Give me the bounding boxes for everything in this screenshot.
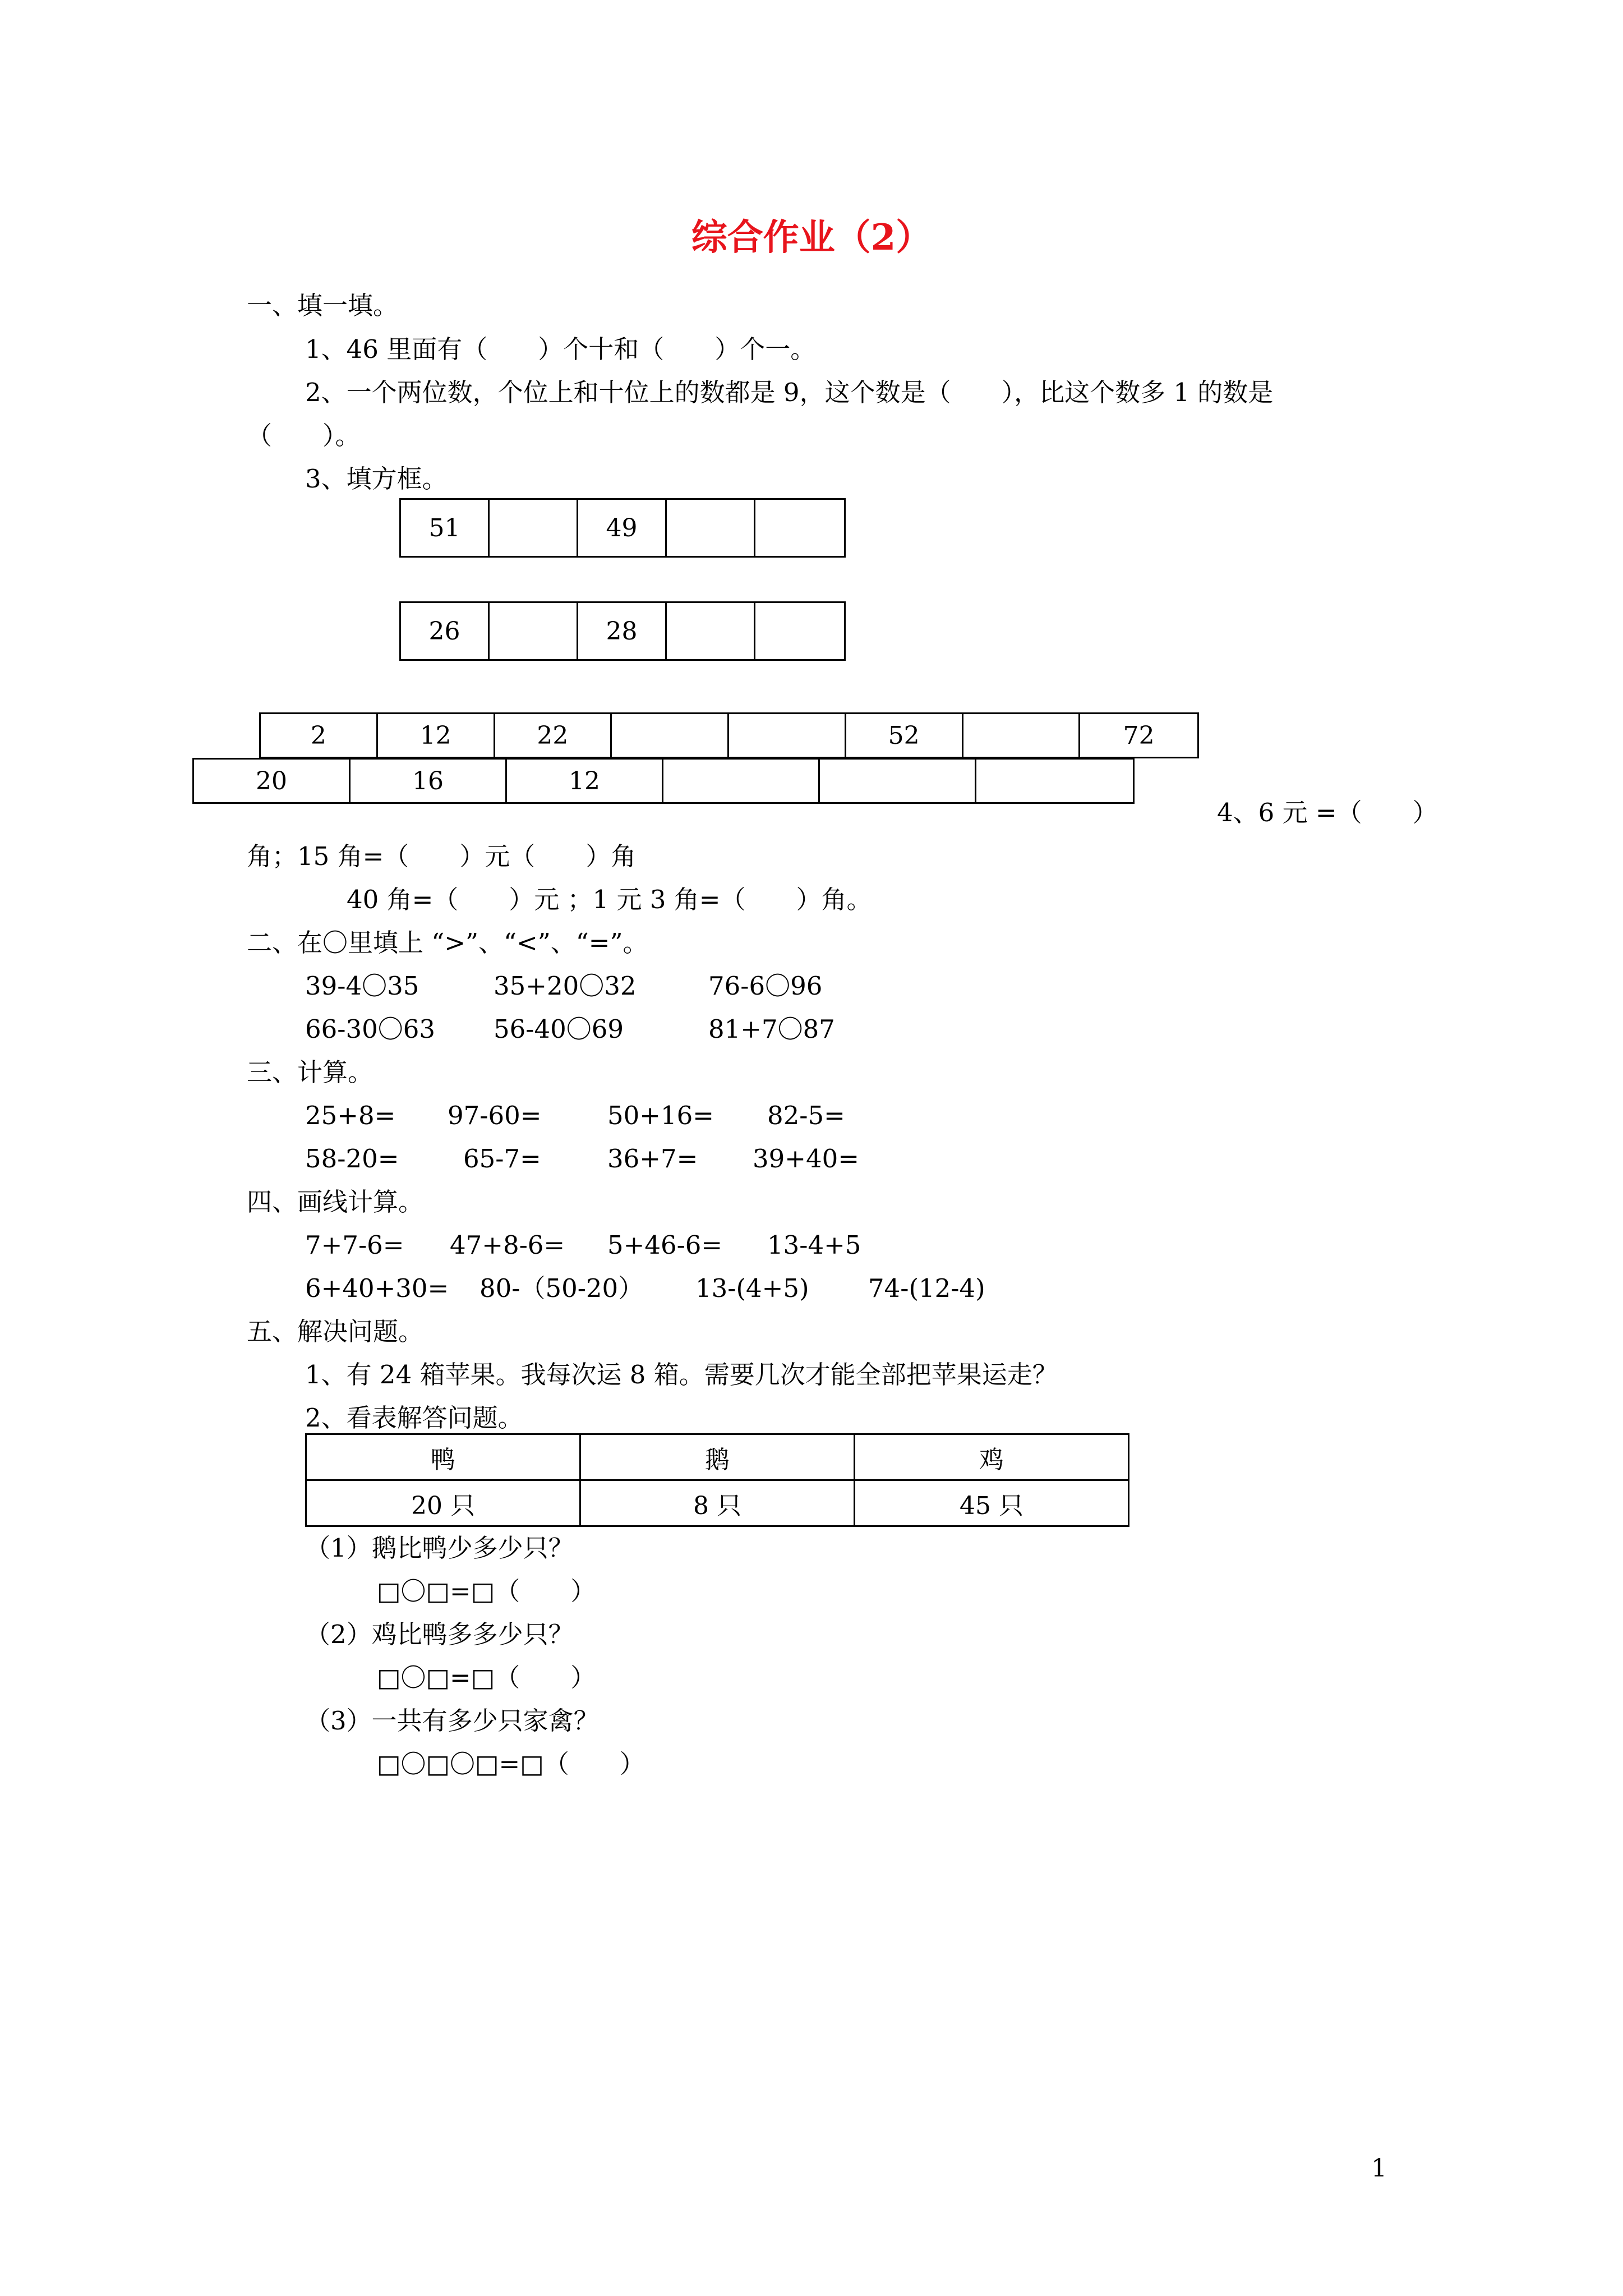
calc-item: 7+7-6= <box>305 1230 404 1260</box>
box-cell[interactable] <box>490 603 578 659</box>
calc-item: 25+8= <box>305 1101 396 1130</box>
calc-item: 13-4+5 <box>767 1230 861 1260</box>
box-cell: 16 <box>351 760 507 802</box>
box-cell: 52 <box>846 714 963 757</box>
sub-question-2: （2）鸡比鸭多多少只？ <box>305 1619 574 1649</box>
calc-item: 82-5= <box>767 1101 845 1130</box>
box-cell: 12 <box>378 714 495 757</box>
box-cell: 72 <box>1123 721 1155 750</box>
poultry-table <box>305 1433 1129 1527</box>
box-cell: 2 <box>261 714 378 757</box>
comparison-item: 56-40〇69 <box>494 1014 624 1044</box>
box-cell: 26 <box>401 603 490 659</box>
sub-question-1: （1）鹅比鸭少多少只？ <box>305 1533 574 1563</box>
box-row-3 <box>259 712 1199 758</box>
box-cell[interactable] <box>755 500 844 556</box>
table-row <box>306 1480 1129 1526</box>
box-cell[interactable] <box>729 714 846 757</box>
box-cell[interactable] <box>976 760 1133 802</box>
section1-heading: 一、填一填。 <box>247 291 399 320</box>
calc-item: 13-(4+5) <box>695 1273 809 1303</box>
comparison-item: 66-30〇63 <box>305 1014 435 1044</box>
box-cell[interactable] <box>755 603 844 659</box>
calc-item: 36+7= <box>607 1144 698 1174</box>
sub-question-3-equation: □〇□〇□=□（ ） <box>377 1749 645 1779</box>
calc-item: 65-7= <box>463 1144 541 1174</box>
box-cell: 28 <box>578 603 667 659</box>
section1-q4-line2: 角；15 角=（ ）元（ ）角 <box>247 841 637 871</box>
box-cell: 20 <box>194 760 351 802</box>
box-cell[interactable] <box>663 760 820 802</box>
comparison-item: 81+7〇87 <box>708 1014 835 1044</box>
comparison-item: 76-6〇96 <box>708 971 823 1001</box>
box-cell[interactable] <box>820 760 976 802</box>
calc-item: 6+40+30= <box>305 1273 449 1303</box>
box-row-2 <box>399 601 846 661</box>
box-cell: 22 <box>495 714 612 757</box>
sub-question-1-equation: □〇□=□（ ） <box>377 1576 596 1606</box>
section3-heading: 三、计算。 <box>247 1057 374 1087</box>
comparison-item: 35+20〇32 <box>494 971 637 1001</box>
table-header-cell: 鸭 <box>306 1434 580 1480</box>
box-row-4 <box>192 758 1135 804</box>
table-header-cell: 鹅 <box>580 1434 855 1480</box>
calc-item: 5+46-6= <box>607 1230 723 1260</box>
calc-item: 58-20= <box>305 1144 399 1174</box>
table-cell: 20 只 <box>306 1480 580 1526</box>
comparison-item: 39-4〇35 <box>305 971 419 1001</box>
page-title: 综合作业（2） <box>691 217 932 259</box>
section1-q4-line1: 4、6 元 =（ ） <box>1217 798 1438 827</box>
box-cell[interactable] <box>667 603 755 659</box>
calc-item: 97-60= <box>448 1101 542 1130</box>
calc-item: 80-（50-20） <box>479 1273 644 1303</box>
section1-q1: 1、46 里面有（ ）个十和（ ）个一。 <box>305 334 816 364</box>
box-cell[interactable] <box>612 714 729 757</box>
section1-q2-line1: 2、一个两位数，个位上和十位上的数都是 9，这个数是（ ），比这个数多 1 的数是 <box>305 378 1274 407</box>
section1-q4-line3: 40 角=（ ）元 ；1 元 3 角=（ ）角。 <box>347 885 872 914</box>
box-row-1 <box>399 498 846 558</box>
table-cell: 8 只 <box>580 1480 855 1526</box>
calc-item: 39+40= <box>753 1144 859 1174</box>
sub-question-3: （3）一共有多少只家禽？ <box>305 1706 599 1736</box>
section5-heading: 五、解决问题。 <box>247 1317 424 1346</box>
section5-q2: 2、看表解答问题。 <box>305 1403 523 1433</box>
box-cell[interactable] <box>963 714 1081 757</box>
box-cell: 49 <box>578 500 667 556</box>
section1-q2-line2: （ ）。 <box>247 421 361 450</box>
page-number: 1 <box>1371 2154 1387 2183</box>
box-cell: 12 <box>507 760 663 802</box>
box-cell: 51 <box>401 500 490 556</box>
calc-item: 74-(12-4) <box>868 1273 985 1303</box>
box-cell[interactable] <box>667 500 755 556</box>
table-header-cell: 鸡 <box>855 1434 1129 1480</box>
section4-heading: 四、画线计算。 <box>247 1187 424 1217</box>
calc-item: 50+16= <box>607 1101 714 1130</box>
sub-question-2-equation: □〇□=□（ ） <box>377 1663 596 1692</box>
section5-q1: 1、有 24 箱苹果。我每次运 8 箱。需要几次才能全部把苹果运走？ <box>305 1360 1058 1389</box>
calc-item: 47+8-6= <box>450 1230 565 1260</box>
section2-heading: 二、在〇里填上 “>”、“<”、“=”。 <box>247 928 648 958</box>
box-cell[interactable] <box>490 500 578 556</box>
table-cell: 45 只 <box>855 1480 1129 1526</box>
section1-q3: 3、填方框。 <box>305 464 448 494</box>
table-row <box>306 1434 1129 1480</box>
